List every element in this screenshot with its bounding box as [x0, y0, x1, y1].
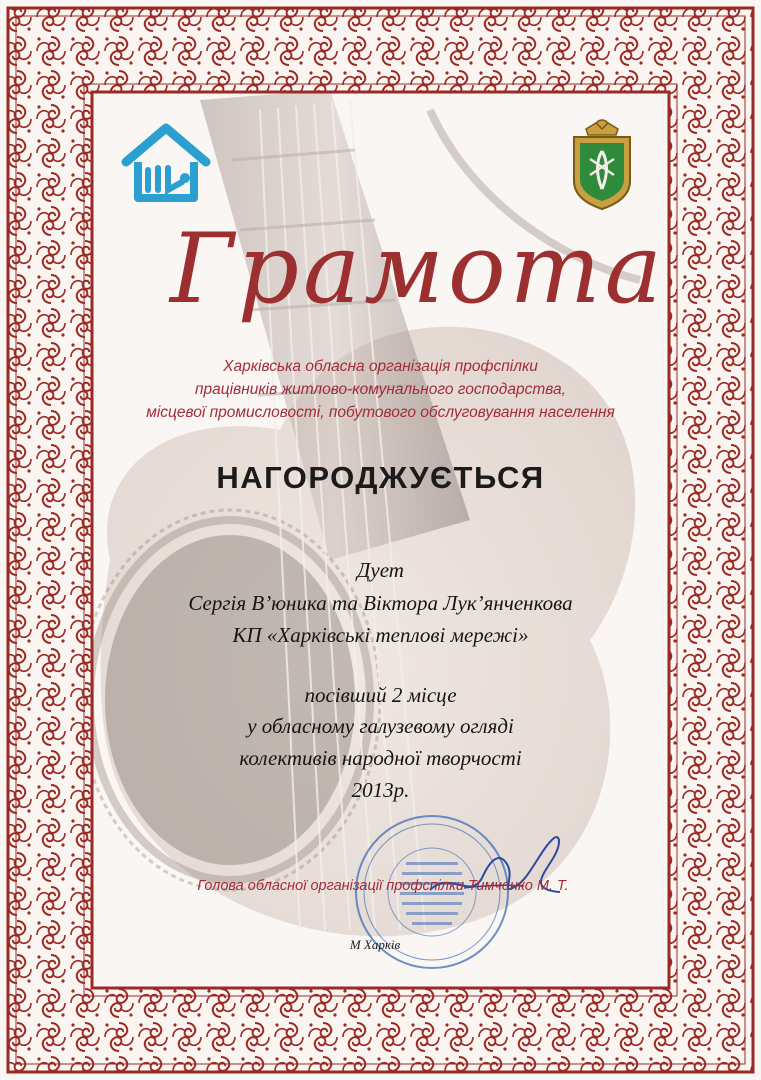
achievement-line-4: 2013р.: [351, 778, 410, 802]
org-line-2: працівників житлово-комунального господарства,: [195, 381, 566, 398]
kharkiv-coat-of-arms-icon: [566, 117, 638, 211]
house-hand-logo-icon: [118, 122, 214, 208]
certificate-title: [170, 200, 666, 340]
recipient-line-3: КП «Харківські теплові мережі»: [232, 623, 529, 647]
org-line-1: Харківська обласна організація профспілки: [223, 358, 538, 375]
signatory-line: Голова обласної організації профспілки Тимченко М. Т.: [197, 878, 569, 894]
recipient-line-2: Сергія В’юника та Віктора Лук’янченкова: [188, 591, 573, 615]
handwritten-signature: [420, 830, 570, 910]
recipient-line-1: Дует: [357, 558, 404, 582]
achievement-line-2: у обласному галузевому огляді: [247, 714, 514, 738]
awarded-heading: НАГОРОДЖУЄТЬСЯ: [216, 460, 545, 495]
achievement-line-3: колективів народної творчості: [239, 746, 522, 770]
achievement-line-1: посівший 2 місце: [304, 683, 457, 707]
title-text: Грамота: [170, 213, 666, 325]
city-label: М Харків: [349, 937, 401, 952]
org-line-3: місцевої промисловості, побутового обслуговування населення: [146, 404, 615, 421]
